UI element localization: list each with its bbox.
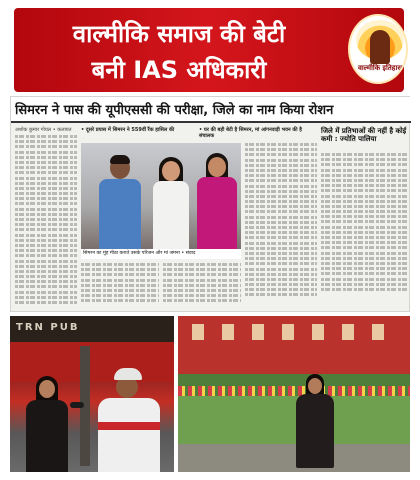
garden-photo [178, 316, 410, 472]
logo-figure-icon [370, 30, 390, 64]
article-byline: अशोक कुमार गोयल • कलायत [15, 127, 72, 133]
article-highlight-left: • दूसरे प्रयास में सिमरन ने 559वीं रैंक हासिल की [81, 127, 175, 133]
photo-person-mother [197, 155, 237, 249]
photo-person-reporter [98, 368, 160, 472]
article-column-1 [15, 135, 77, 307]
article-family-photo [81, 143, 241, 249]
article-highlight-right: • घर की बड़ी बेटी है सिमरन, मां आंगनवाड़ी भवन की है संचालक [199, 127, 302, 139]
sidebar-article-body [321, 153, 407, 307]
photo-building-arch [10, 316, 174, 342]
photo-caption: सिमरन का मुंह मीठा कराते उसके परिजन और मां जमना • संवाद [81, 249, 241, 259]
banner-title-line1: वाल्मीकि समाज की बेटी [72, 20, 286, 48]
photo-person-man [99, 157, 141, 249]
bottom-photo-strip [10, 316, 410, 472]
photo-red-building [178, 316, 410, 374]
sidebar-article-heading: जिले में प्रतिभाओं की नहीं है कोई कमी : ज्योति पालिया [321, 127, 407, 143]
article-headline: सिमरन ने पास की यूपीएससी की परीक्षा, जिले का नाम किया रोशन [15, 103, 334, 118]
photo-person-simran-interview [24, 376, 70, 472]
photo-flower-bed [178, 386, 410, 396]
article-highlights [81, 127, 317, 143]
headline-banner [14, 8, 404, 92]
photo-person-simran [151, 159, 191, 249]
valmiki-itihas-logo [348, 14, 408, 84]
newspaper-clipping [10, 96, 410, 312]
photo-sign-text: TRN PUB [16, 322, 80, 333]
article-column-2 [81, 263, 159, 307]
article-column-4 [245, 143, 317, 307]
logo-text: वाल्मीकि इतिहास [357, 64, 403, 72]
interview-photo [10, 316, 174, 472]
article-column-3 [163, 263, 241, 307]
microphone-icon [70, 402, 84, 408]
photo-person-simran-garden [296, 374, 334, 468]
article-headline-bar [11, 97, 411, 123]
banner-title-line2: बनी IAS अधिकारी [91, 56, 267, 84]
